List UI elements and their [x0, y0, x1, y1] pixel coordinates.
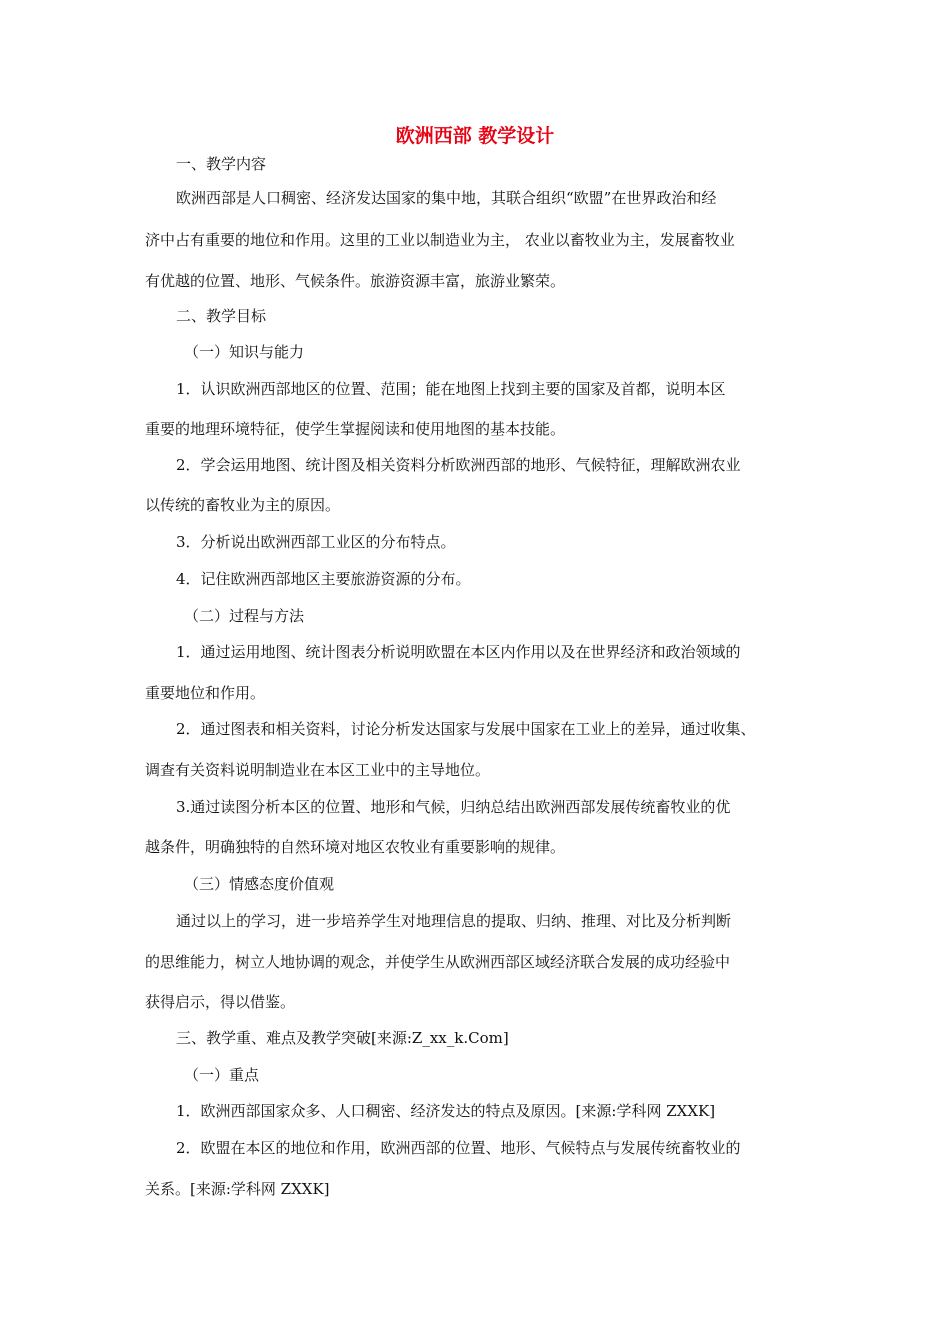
paragraph-line: 3．分析说出欧洲西部工业区的分布特点。 — [176, 533, 456, 551]
subsection-heading: （一）重点 — [184, 1066, 260, 1084]
paragraph-line: 济中占有重要的地位和作用。这里的工业以制造业为主， 农业以畜牧业为主，发展畜牧业 — [145, 231, 735, 249]
paragraph-line: 的思维能力，树立人地协调的观念，并使学生从欧洲西部区域经济联合发展的成功经验中 — [145, 953, 731, 971]
paragraph-line: 重要的地理环境特征，使学生掌握阅读和使用地图的基本技能。 — [145, 420, 566, 438]
subsection-heading: （二）过程与方法 — [184, 607, 305, 625]
subsection-heading: （三）情感态度价值观 — [184, 875, 335, 893]
paragraph-line: 欧洲西部是人口稠密、经济发达国家的集中地，其联合组织“欧盟”在世界政治和经 — [176, 189, 717, 207]
paragraph-line: 1．通过运用地图、统计图表分析说明欧盟在本区内作用以及在世界经济和政治领域的 — [176, 643, 741, 661]
paragraph-line: 获得启示，得以借鉴。 — [145, 993, 296, 1011]
paragraph-line: 调查有关资料说明制造业在本区工业中的主导地位。 — [145, 761, 491, 779]
section-heading: 二、教学目标 — [176, 307, 267, 325]
paragraph-line: 4．记住欧洲西部地区主要旅游资源的分布。 — [176, 570, 471, 588]
paragraph-line: 有优越的位置、地形、气候条件。旅游资源丰富，旅游业繁荣。 — [145, 272, 566, 290]
document-title: 欧洲西部 教学设计 — [395, 125, 555, 147]
paragraph-line: 通过以上的学习，进一步培养学生对地理信息的提取、归纳、推理、对比及分析判断 — [176, 912, 732, 930]
paragraph-line: 重要地位和作用。 — [145, 684, 266, 702]
paragraph-line: 2．学会运用地图、统计图及相关资料分析欧洲西部的地形、气候特征，理解欧洲农业 — [176, 456, 741, 474]
paragraph-line: 越条件，明确独特的自然环境对地区农牧业有重要影响的规律。 — [145, 838, 566, 856]
paragraph-line: 以传统的畜牧业为主的原因。 — [145, 496, 341, 514]
paragraph-line: 关系。[来源:学科网 ZXXK] — [145, 1180, 330, 1198]
paragraph-line: 2．欧盟在本区的地位和作用，欧洲西部的位置、地形、气候特点与发展传统畜牧业的 — [176, 1139, 741, 1157]
paragraph-line: 3.通过读图分析本区的位置、地形和气候，归纳总结出欧洲西部发展传统畜牧业的优 — [176, 798, 731, 816]
subsection-heading: （一）知识与能力 — [184, 343, 305, 361]
paragraph-line: 2．通过图表和相关资料，讨论分析发达国家与发展中国家在工业上的差异，通过收集、 — [176, 720, 756, 738]
section-heading: 三、教学重、难点及教学突破[来源:Z_xx_k.Com] — [176, 1029, 509, 1047]
section-heading: 一、教学内容 — [176, 155, 267, 173]
paragraph-line: 1．认识欧洲西部地区的位置、范围；能在地图上找到主要的国家及首都，说明本区 — [176, 380, 726, 398]
paragraph-line: 1．欧洲西部国家众多、人口稠密、经济发达的特点及原因。[来源:学科网 ZXXK] — [176, 1102, 716, 1120]
